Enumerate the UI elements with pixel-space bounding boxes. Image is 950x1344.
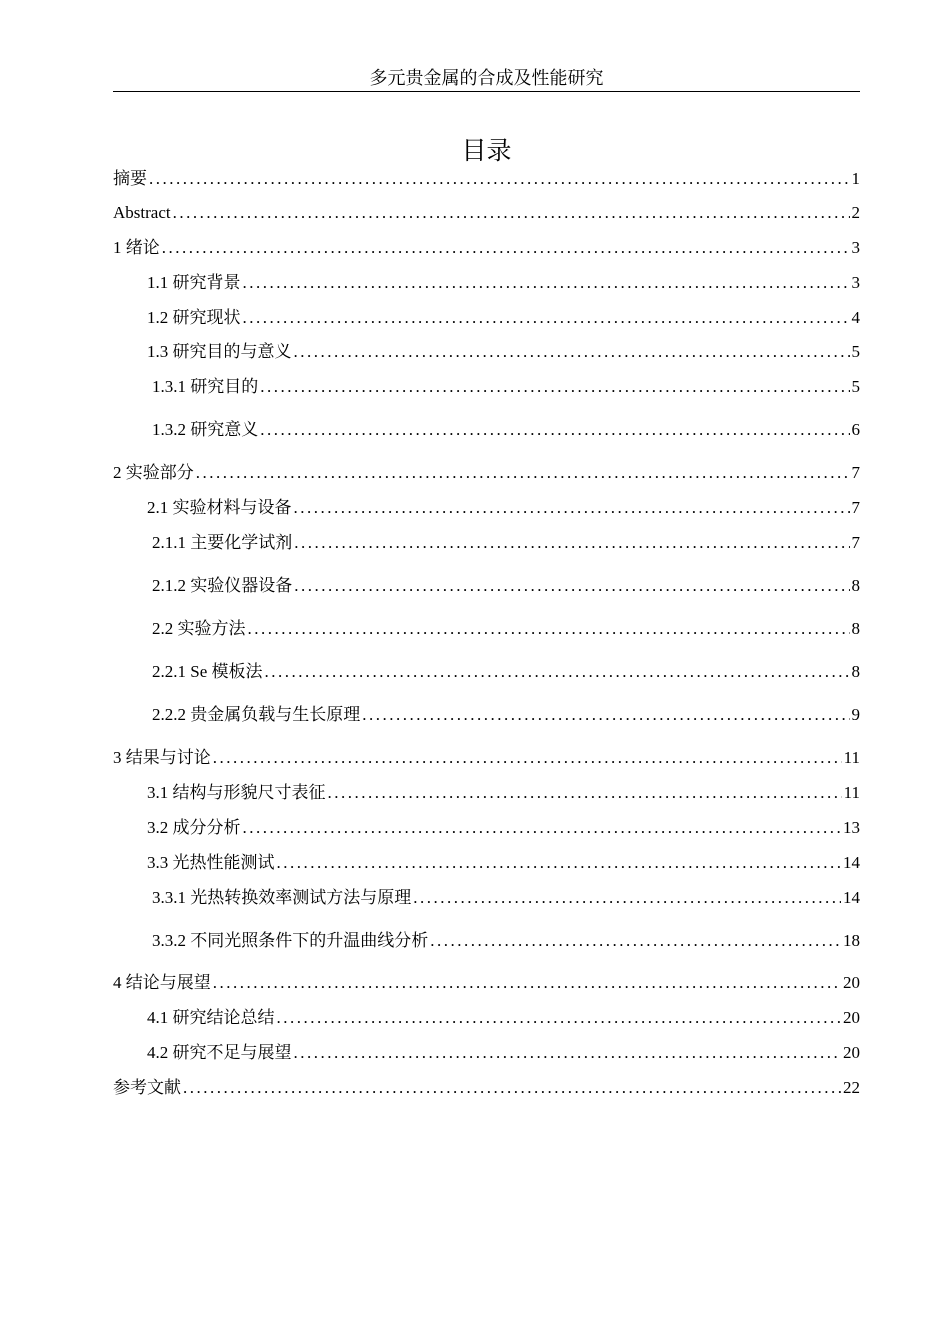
toc-entry-label: 3.3.2 不同光照条件下的升温曲线分析 (152, 931, 429, 950)
toc-entry[interactable] (113, 850, 860, 874)
toc-leader-dots (248, 618, 850, 640)
toc-leader-dots (277, 852, 842, 874)
toc-entry-label: 3.3 光热性能测试 (147, 853, 275, 872)
toc-entry[interactable] (113, 659, 860, 683)
toc-entry-label: 2.2.2 贵金属负载与生长原理 (152, 705, 361, 724)
toc-leader-dots (294, 575, 849, 597)
toc-entry-label: 2.1 实验材料与设备 (147, 498, 292, 517)
toc-entry-label: 2.2.1 Se 模板法 (152, 662, 263, 681)
toc-entry[interactable] (113, 374, 860, 398)
toc-entry-label: 3.1 结构与形貌尺寸表征 (147, 783, 326, 802)
toc-entry-page: 20 (843, 1008, 860, 1027)
header-title: 多元贵金属的合成及性能研究 (369, 68, 604, 88)
toc-entry[interactable] (113, 1040, 860, 1064)
toc-entry-label: 3.3.1 光热转换效率测试方法与原理 (152, 888, 412, 907)
toc-entry-page: 11 (843, 783, 860, 802)
toc-entry-page: 20 (843, 973, 860, 992)
toc-entry[interactable] (113, 166, 860, 190)
toc-leader-dots (243, 272, 850, 294)
toc-entry-label: 1 绪论 (113, 238, 160, 257)
toc-entry-label: 2.1.1 主要化学试剂 (152, 533, 293, 552)
toc-entry-label: 参考文献 (113, 1078, 181, 1097)
toc-leader-dots (162, 237, 850, 259)
toc-title: 目录 (461, 136, 512, 165)
toc-leader-dots (260, 376, 849, 398)
toc-entry-label: 2 实验部分 (113, 463, 194, 482)
toc-entry-page: 13 (843, 818, 860, 837)
toc-entry-label: 摘要 (113, 169, 147, 188)
toc-leader-dots (213, 972, 841, 994)
toc-leader-dots (277, 1007, 842, 1029)
toc-entry-page: 5 (851, 342, 860, 361)
toc-entry-label: 1.3 研究目的与意义 (147, 342, 292, 361)
toc-entry-page: 2 (851, 203, 860, 222)
toc-entry[interactable] (113, 530, 860, 554)
toc-entry-page: 20 (843, 1043, 860, 1062)
toc-entry-label: 4.2 研究不足与展望 (147, 1043, 292, 1062)
toc-entry[interactable] (113, 270, 860, 294)
toc-leader-dots (173, 202, 850, 224)
toc-leader-dots (413, 887, 841, 909)
toc-leader-dots (294, 497, 850, 519)
toc-entry-label: 1.2 研究现状 (147, 308, 241, 327)
toc-entry[interactable] (113, 616, 860, 640)
toc-entry-page: 18 (843, 931, 860, 950)
toc-entry[interactable] (113, 780, 860, 804)
toc-entry[interactable] (113, 1005, 860, 1029)
toc-entry-label: 3 结果与讨论 (113, 748, 211, 767)
toc-leader-dots (183, 1077, 841, 1099)
toc-entry-label: 3.2 成分分析 (147, 818, 241, 837)
toc-leader-dots (328, 782, 842, 804)
toc-entry-page: 1 (851, 169, 860, 188)
toc-entry[interactable] (113, 417, 860, 441)
toc-leader-dots (196, 462, 850, 484)
toc-leader-dots (243, 817, 842, 839)
header-divider (113, 91, 860, 92)
toc-entry-label: 4 结论与展望 (113, 973, 211, 992)
toc-entry[interactable] (113, 339, 860, 363)
toc-entry-label: 1.3.1 研究目的 (152, 377, 259, 396)
toc-entry-page: 4 (851, 308, 860, 327)
toc-entry[interactable] (113, 305, 860, 329)
toc-entry-page: 22 (843, 1078, 860, 1097)
toc-leader-dots (362, 704, 849, 726)
toc-entry-page: 8 (851, 576, 860, 595)
toc-entry-page: 6 (851, 420, 860, 439)
toc-entry-page: 7 (851, 533, 860, 552)
toc-entry-label: 1.1 研究背景 (147, 273, 241, 292)
toc-entry[interactable] (113, 495, 860, 519)
toc-entry[interactable] (113, 815, 860, 839)
toc-entry[interactable] (113, 928, 860, 952)
toc-leader-dots (260, 419, 849, 441)
toc-entry-page: 14 (843, 853, 860, 872)
toc-entry-page: 9 (851, 705, 860, 724)
toc-entry[interactable] (113, 200, 860, 224)
toc-leader-dots (149, 168, 850, 190)
toc-entry-page: 5 (851, 377, 860, 396)
toc-entry[interactable] (113, 970, 860, 994)
toc-entry[interactable] (113, 745, 860, 769)
toc-entry-page: 14 (843, 888, 860, 907)
toc-entry-label: 2.2 实验方法 (152, 619, 246, 638)
toc-entry-label: 2.1.2 实验仪器设备 (152, 576, 293, 595)
toc-entry-page: 7 (851, 463, 860, 482)
toc-leader-dots (243, 307, 850, 329)
toc-entry-label: 1.3.2 研究意义 (152, 420, 259, 439)
toc-entry[interactable] (113, 702, 860, 726)
toc-leader-dots (294, 1042, 842, 1064)
toc-entry-page: 7 (851, 498, 860, 517)
toc-entry-page: 8 (851, 662, 860, 681)
toc-entry-page: 8 (851, 619, 860, 638)
toc-leader-dots (430, 930, 841, 952)
toc-entry-page: 3 (851, 273, 860, 292)
toc-leader-dots (294, 532, 849, 554)
toc-entry[interactable] (113, 460, 860, 484)
toc-entry-label: 4.1 研究结论总结 (147, 1008, 275, 1027)
toc-entry[interactable] (113, 235, 860, 259)
toc-leader-dots (213, 747, 842, 769)
toc-leader-dots (265, 661, 850, 683)
toc-entry[interactable] (113, 573, 860, 597)
toc-entry-label: Abstract (113, 203, 171, 222)
toc-leader-dots (294, 341, 850, 363)
toc-entry[interactable] (113, 1075, 860, 1099)
toc-entry[interactable] (113, 885, 860, 909)
toc-entry-page: 3 (851, 238, 860, 257)
toc-entry-page: 11 (843, 748, 860, 767)
